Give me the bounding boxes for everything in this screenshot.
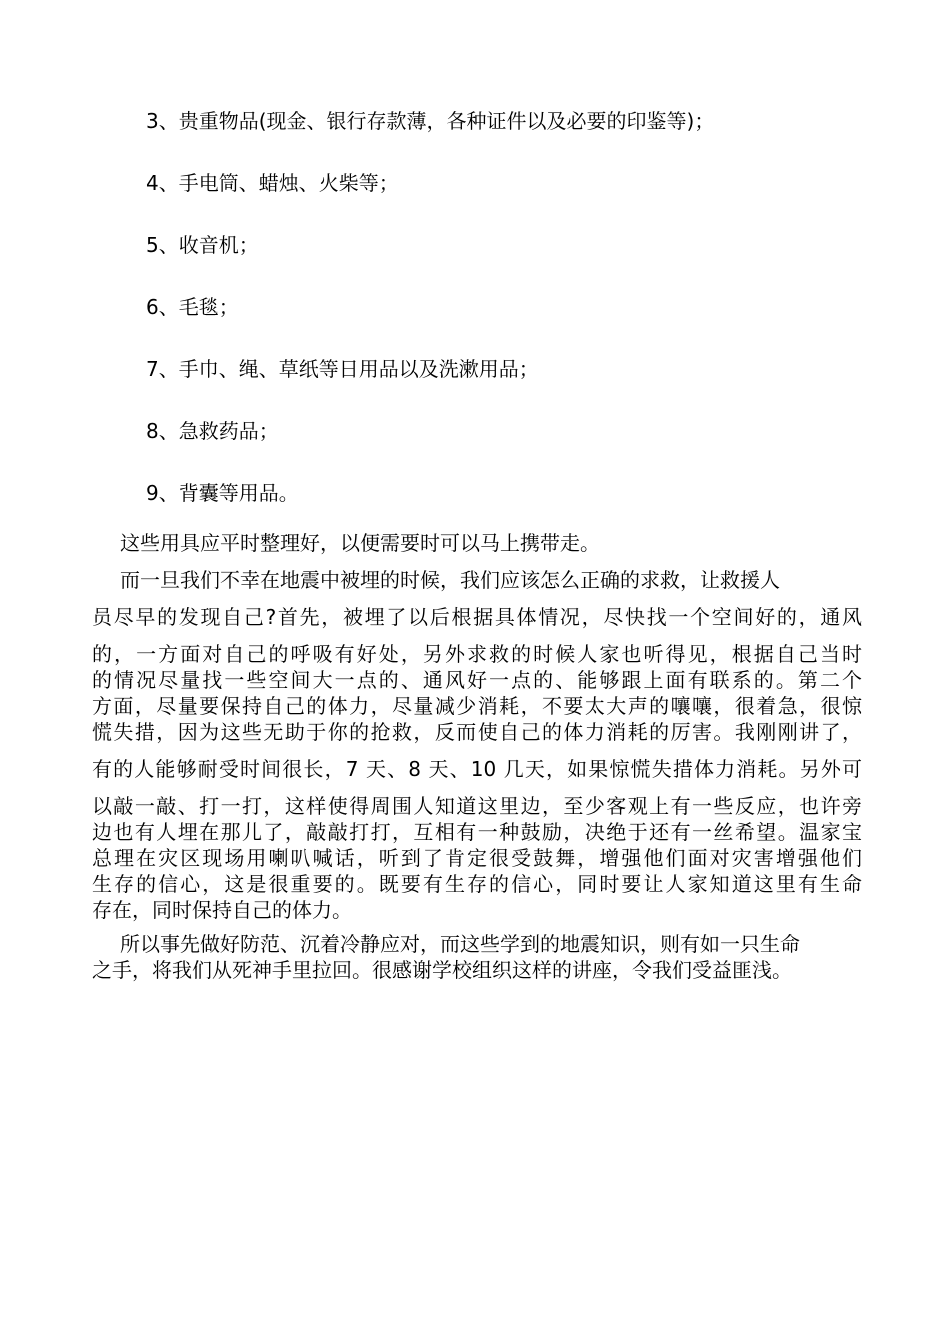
- paragraph-line: 慌失措，因为这些无助于你的抢救，反而使自己的体力消耗的厉害。我刚刚讲了，: [92, 720, 862, 744]
- paragraph-line: 方面，尽量要保持自己的体力，尽量减少消耗，不要太大声的嚷嚷，很着急，很惊: [92, 694, 862, 718]
- list-item: 9、背囊等用品。: [146, 481, 299, 505]
- paragraph-line: 之手，将我们从死神手里拉回。很感谢学校组织这样的讲座，令我们受益匪浅。: [92, 958, 792, 982]
- list-item: 6、毛毯；: [146, 295, 239, 319]
- paragraph-line: 的情况尽量找一些空间大一点的、通风好一点的、能够跟上面有联系的。第二个: [92, 668, 862, 692]
- list-item: 7、手巾、绳、草纸等日用品以及洗漱用品；: [146, 357, 539, 381]
- paragraph-line: 而一旦我们不幸在地震中被埋的时候，我们应该怎么正确的求救，让救援人: [120, 568, 780, 592]
- list-item: 3、贵重物品(现金、银行存款薄，各种证件以及必要的印鉴等)；: [146, 109, 715, 133]
- paragraph-line: 生存的信心，这是很重要的。既要有生存的信心，同时要让人家知道这里有生命: [92, 872, 862, 896]
- list-item: 5、收音机；: [146, 233, 259, 257]
- paragraph-line: 边也有人埋在那儿了，敲敲打打，互相有一种鼓励，决绝于还有一丝希望。温家宝: [92, 820, 862, 844]
- list-item: 8、急救药品；: [146, 419, 279, 443]
- paragraph-line: 以敲一敲、打一打，这样使得周围人知道这里边，至少客观上有一些反应，也许旁: [92, 794, 862, 818]
- paragraph-prepare: 这些用具应平时整理好，以便需要时可以马上携带走。: [120, 531, 600, 555]
- paragraph-line: 有的人能够耐受时间很长，7 天、8 天、10 几天，如果惊慌失措体力消耗。另外可: [92, 757, 862, 781]
- paragraph-line: 所以事先做好防范、沉着冷静应对，而这些学到的地震知识，则有如一只生命: [120, 932, 800, 956]
- list-item: 4、手电筒、蜡烛、火柴等；: [146, 171, 399, 195]
- paragraph-line: 的，一方面对自己的呼吸有好处，另外求救的时候人家也听得见，根据自己当时: [92, 642, 862, 666]
- paragraph-line: 总理在灾区现场用喇叭喊话，听到了肯定很受鼓舞，增强他们面对灾害增强他们: [92, 846, 862, 870]
- paragraph-line: 员尽早的发现自己?首先，被埋了以后根据具体情况，尽快找一个空间好的，通风: [92, 605, 862, 629]
- paragraph-line: 存在，同时保持自己的体力。: [92, 898, 352, 922]
